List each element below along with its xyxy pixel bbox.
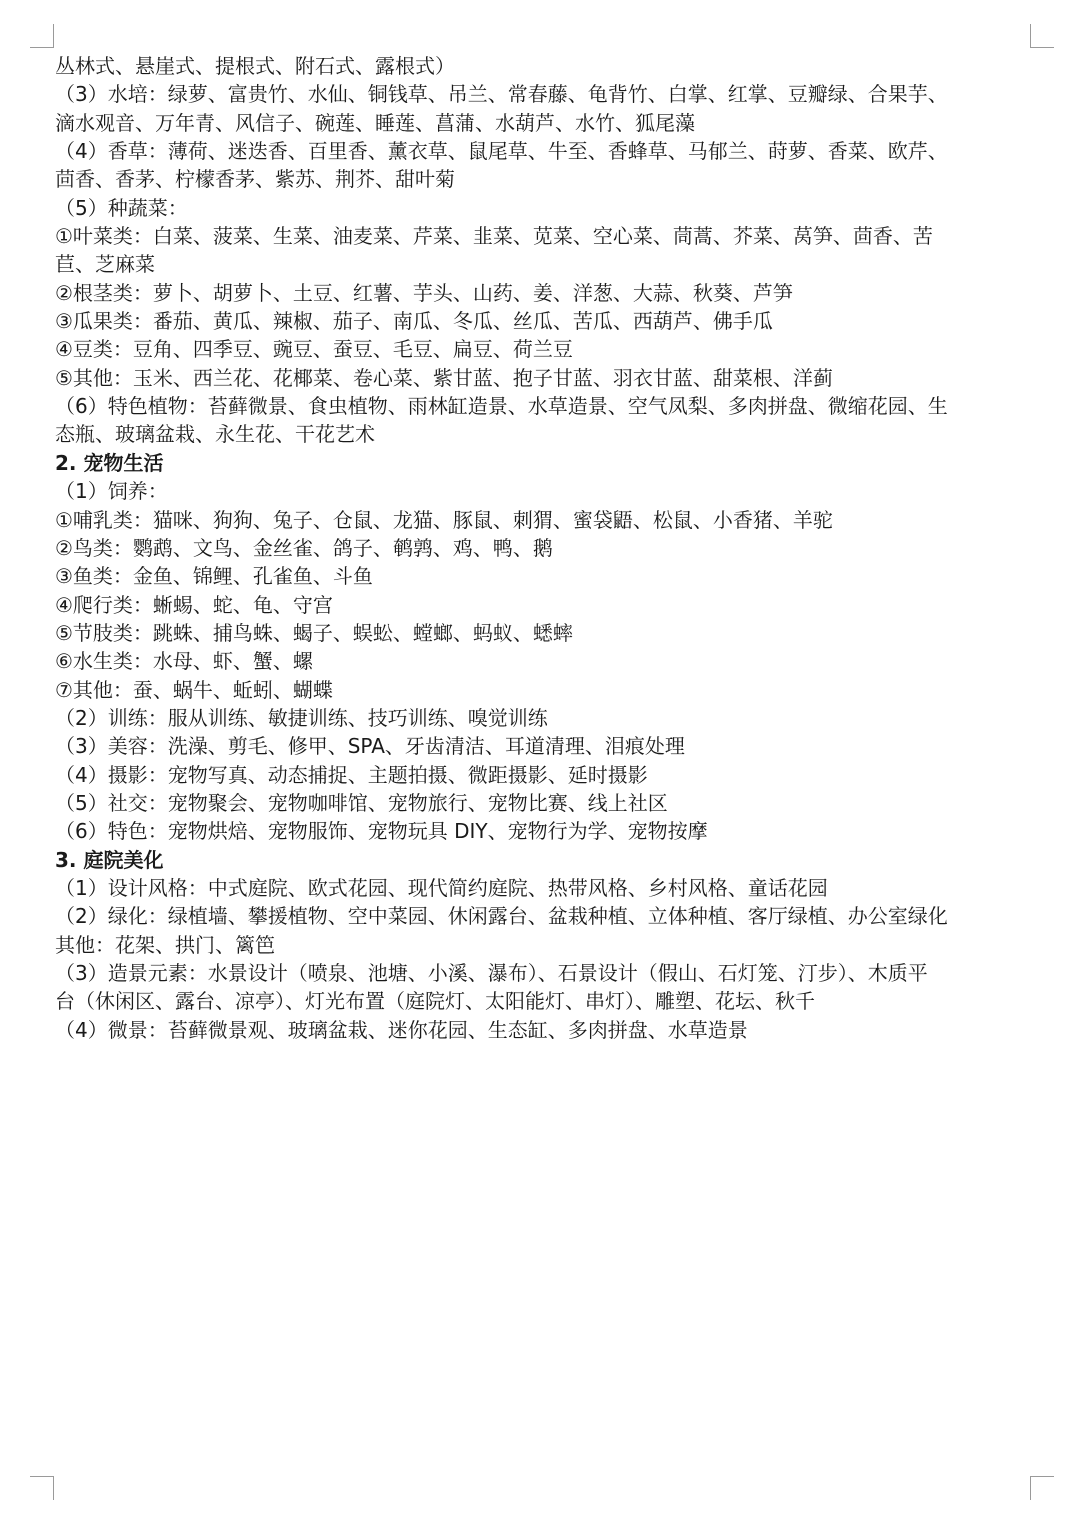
text-line: ④豆类：豆角、四季豆、豌豆、蚕豆、毛豆、扁豆、荷兰豆 xyxy=(55,337,573,362)
crop-mark-top-right xyxy=(1030,24,1054,48)
text-line: （2）绿化：绿植墙、攀援植物、空中菜园、休闲露台、盆栽种植、立体种植、客厅绿植、办公室绿化 xyxy=(55,904,948,929)
text-line: 丛林式、悬崖式、提根式、附石式、露根式） xyxy=(55,54,455,78)
text-line: （6）特色植物：苔藓微景、食虫植物、雨林缸造景、水草造景、空气凤梨、多肉拼盘、微缩花园、生 xyxy=(55,394,948,419)
text-line: ②根茎类：萝卜、胡萝卜、土豆、红薯、芋头、山药、姜、洋葱、大蒜、秋葵、芦笋 xyxy=(55,280,793,305)
text-line: （4）摄影：宠物写真、动态捕捉、主题拍摄、微距摄影、延时摄影 xyxy=(55,762,648,787)
text-line: ⑤节肢类：跳蛛、捕鸟蛛、蝎子、蜈蚣、螳螂、蚂蚁、蟋蟀 xyxy=(55,620,573,645)
text-line: （3）美容：洗澡、剪毛、修甲、SPA、牙齿清洁、耳道清理、泪痕处理 xyxy=(55,734,685,759)
text-line: （1）饲养： xyxy=(55,479,168,504)
text-line: 台（休闲区、露台、凉亭）、灯光布置（庭院灯、太阳能灯、串灯）、雕塑、花坛、秋千 xyxy=(55,989,815,1014)
text-line: ④爬行类：蜥蜴、蛇、龟、守宫 xyxy=(55,592,333,617)
text-line: （1）设计风格：中式庭院、欧式花园、现代简约庭院、热带风格、乡村风格、童话花园 xyxy=(55,875,828,900)
text-line: ②鸟类：鹦鹉、文鸟、金丝雀、鸽子、鹌鹑、鸡、鸭、鹅 xyxy=(55,535,553,560)
text-line: ①叶菜类：白菜、菠菜、生菜、油麦菜、芹菜、韭菜、苋菜、空心菜、茼蒿、芥菜、莴笋、茴香、苦 xyxy=(55,224,933,249)
text-line: ⑥水生类：水母、虾、蟹、螺 xyxy=(55,649,313,674)
text-line: 苣、芝麻菜 xyxy=(55,252,155,277)
text-line: ①哺乳类：猫咪、狗狗、兔子、仓鼠、龙猫、豚鼠、刺猬、蜜袋鼯、松鼠、小香猪、羊驼 xyxy=(55,507,833,532)
crop-mark-bottom-right xyxy=(1030,1476,1054,1500)
text-line: （6）特色：宠物烘焙、宠物服饰、宠物玩具 DIY、宠物行为学、宠物按摩 xyxy=(55,819,708,844)
text-line: ⑤其他：玉米、西兰花、花椰菜、卷心菜、紫甘蓝、抱子甘蓝、羽衣甘蓝、甜菜根、洋蓟 xyxy=(55,365,833,390)
text-line: （2）训练：服从训练、敏捷训练、技巧训练、嗅觉训练 xyxy=(55,705,548,730)
text-line: （5）社交：宠物聚会、宠物咖啡馆、宠物旅行、宠物比赛、线上社区 xyxy=(55,790,668,815)
text-line: （3）水培：绿萝、富贵竹、水仙、铜钱草、吊兰、常春藤、龟背竹、白掌、红掌、豆瓣绿、合果芋、 xyxy=(55,82,948,107)
text-line: （4）微景：苔藓微景观、玻璃盆栽、迷你花园、生态缸、多肉拼盘、水草造景 xyxy=(55,1017,748,1042)
text-line: ⑦其他：蚕、蜗牛、蚯蚓、蝴蝶 xyxy=(55,677,333,702)
section-heading: 2. 宠物生活 xyxy=(55,450,164,475)
text-line: （3）造景元素：水景设计（喷泉、池塘、小溪、瀑布）、石景设计（假山、石灯笼、汀步）、木质平 xyxy=(55,961,928,985)
text-line: 其他：花架、拱门、篱笆 xyxy=(55,932,275,957)
text-line: ③瓜果类：番茄、黄瓜、辣椒、茄子、南瓜、冬瓜、丝瓜、苦瓜、西葫芦、佛手瓜 xyxy=(55,309,773,334)
text-line: （5）种蔬菜： xyxy=(55,195,188,220)
text-line: ③鱼类：金鱼、锦鲤、孔雀鱼、斗鱼 xyxy=(55,564,373,589)
text-line: （4）香草：薄荷、迷迭香、百里香、薰衣草、鼠尾草、牛至、香蜂草、马郁兰、莳萝、香菜、欧芹、 xyxy=(55,139,948,164)
crop-mark-top-left xyxy=(30,24,54,48)
text-line: 茴香、香茅、柠檬香茅、紫苏、荆芥、甜叶菊 xyxy=(55,167,455,192)
document-body xyxy=(55,52,1035,1044)
crop-mark-bottom-left xyxy=(30,1476,54,1500)
text-line: 态瓶、玻璃盆栽、永生花、干花艺术 xyxy=(55,422,375,447)
text-line: 滴水观音、万年青、风信子、碗莲、睡莲、菖蒲、水葫芦、水竹、狐尾藻 xyxy=(55,110,695,135)
section-heading: 3. 庭院美化 xyxy=(55,847,164,872)
